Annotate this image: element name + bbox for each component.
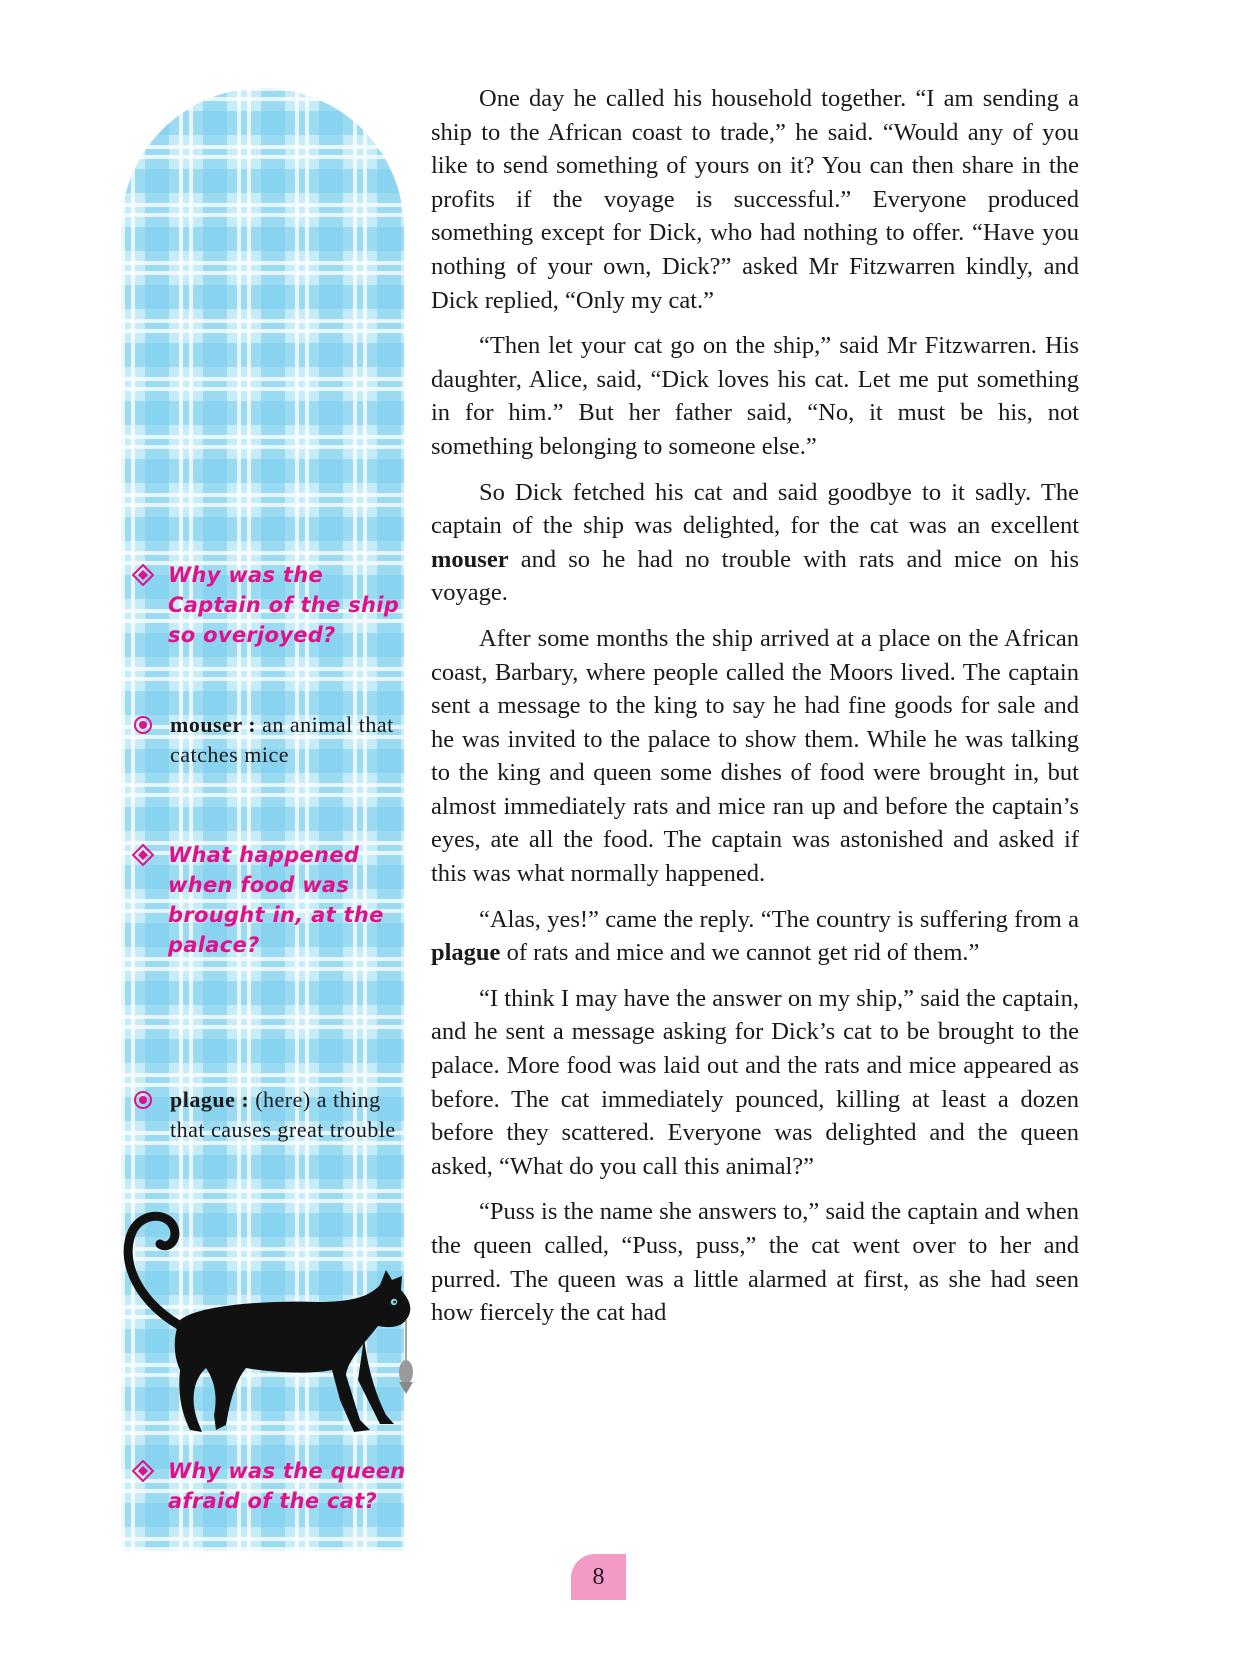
glossary-term: mouser : xyxy=(170,712,257,737)
target-bullet-icon xyxy=(132,714,154,736)
story-paragraph: After some months the ship arrived at a place on the African coast, Barbary, where people called the Moors lived. The captain sent a message to the king to say he had fine goods for sale and he was invited to the palace to show them. While he was talking to the king and queen some dishes of food were brought in, but almost immediately rats and mice ran up and before the captain’s eyes, ate all the food. The captain was astonished and asked if this was what normally happened. xyxy=(431,624,1079,888)
target-bullet-icon xyxy=(132,1089,154,1111)
black-cat-with-mouse-icon xyxy=(118,1210,438,1440)
story-text xyxy=(431,82,1079,1342)
story-paragraph: “Alas, yes!” came the reply. “The country is suffering from a plague of rats and mice and we cannot get rid of them.” xyxy=(431,905,1079,967)
glossary-definition: (here) a thing that causes great trouble xyxy=(170,1087,396,1142)
diamond-bullet-icon xyxy=(132,844,154,866)
story-paragraph: “Then let your cat go on the ship,” said Mr Fitzwarren. His daughter, Alice, said, “Dick loves his cat. Let me put something in for him.” But her father said, “No, it must be his, not something belonging to someone else.” xyxy=(431,332,1079,460)
glossary-word-mouser: mouser xyxy=(431,545,509,573)
margin-question xyxy=(132,1456,412,1516)
margin-question xyxy=(132,560,412,650)
story-paragraph: “Puss is the name she answers to,” said the captain and when the queen called, “Puss, puss,” the cat went over to her and purred. The queen was a little alarmed at first, as she had seen how fiercely the cat had xyxy=(431,1198,1079,1327)
question-text: What happened when food was brought in, at the palace? xyxy=(168,843,384,957)
question-text: Why was the Captain of the ship so overjoyed? xyxy=(168,563,400,647)
margin-question xyxy=(132,840,412,960)
story-paragraph: “I think I may have the answer on my ship,” said the captain, and he sent a message asking for Dick’s cat to be brought to the palace. More food was laid out and the rats and mice appeared as before. The cat immediately pounced, killing at least a dozen before they scattered. Everyone was delighted and the queen asked, “What do you call this animal?” xyxy=(431,984,1079,1180)
glossary-entry xyxy=(132,710,412,770)
story-paragraph: One day he called his household together. “I am sending a ship to the African coast to trade,” he said. “Would any of you like to send something of yours on it? You can then share in the profits if the voyage is successful.” Everyone produced something except for Dick, who had nothing to offer. “Have you nothing of your own, Dick?” asked Mr Fitzwarren kindly, and Dick replied, “Only my cat.” xyxy=(431,85,1079,314)
glossary-word-plague: plague xyxy=(431,939,501,967)
question-text: Why was the queen afraid of the cat? xyxy=(168,1459,406,1513)
glossary-term: plague : xyxy=(170,1087,250,1112)
diamond-bullet-icon xyxy=(132,564,154,586)
glossary-entry xyxy=(132,1085,412,1145)
glossary-definition: an animal that catches mice xyxy=(170,712,394,767)
page-number: 8 xyxy=(571,1554,626,1600)
diamond-bullet-icon xyxy=(132,1460,154,1482)
story-paragraph: So Dick fetched his cat and said goodbye to it sadly. The captain of the ship was delighted, for the cat was an excellent mouser and so he had no trouble with rats and mice on his voyage. xyxy=(431,478,1079,607)
